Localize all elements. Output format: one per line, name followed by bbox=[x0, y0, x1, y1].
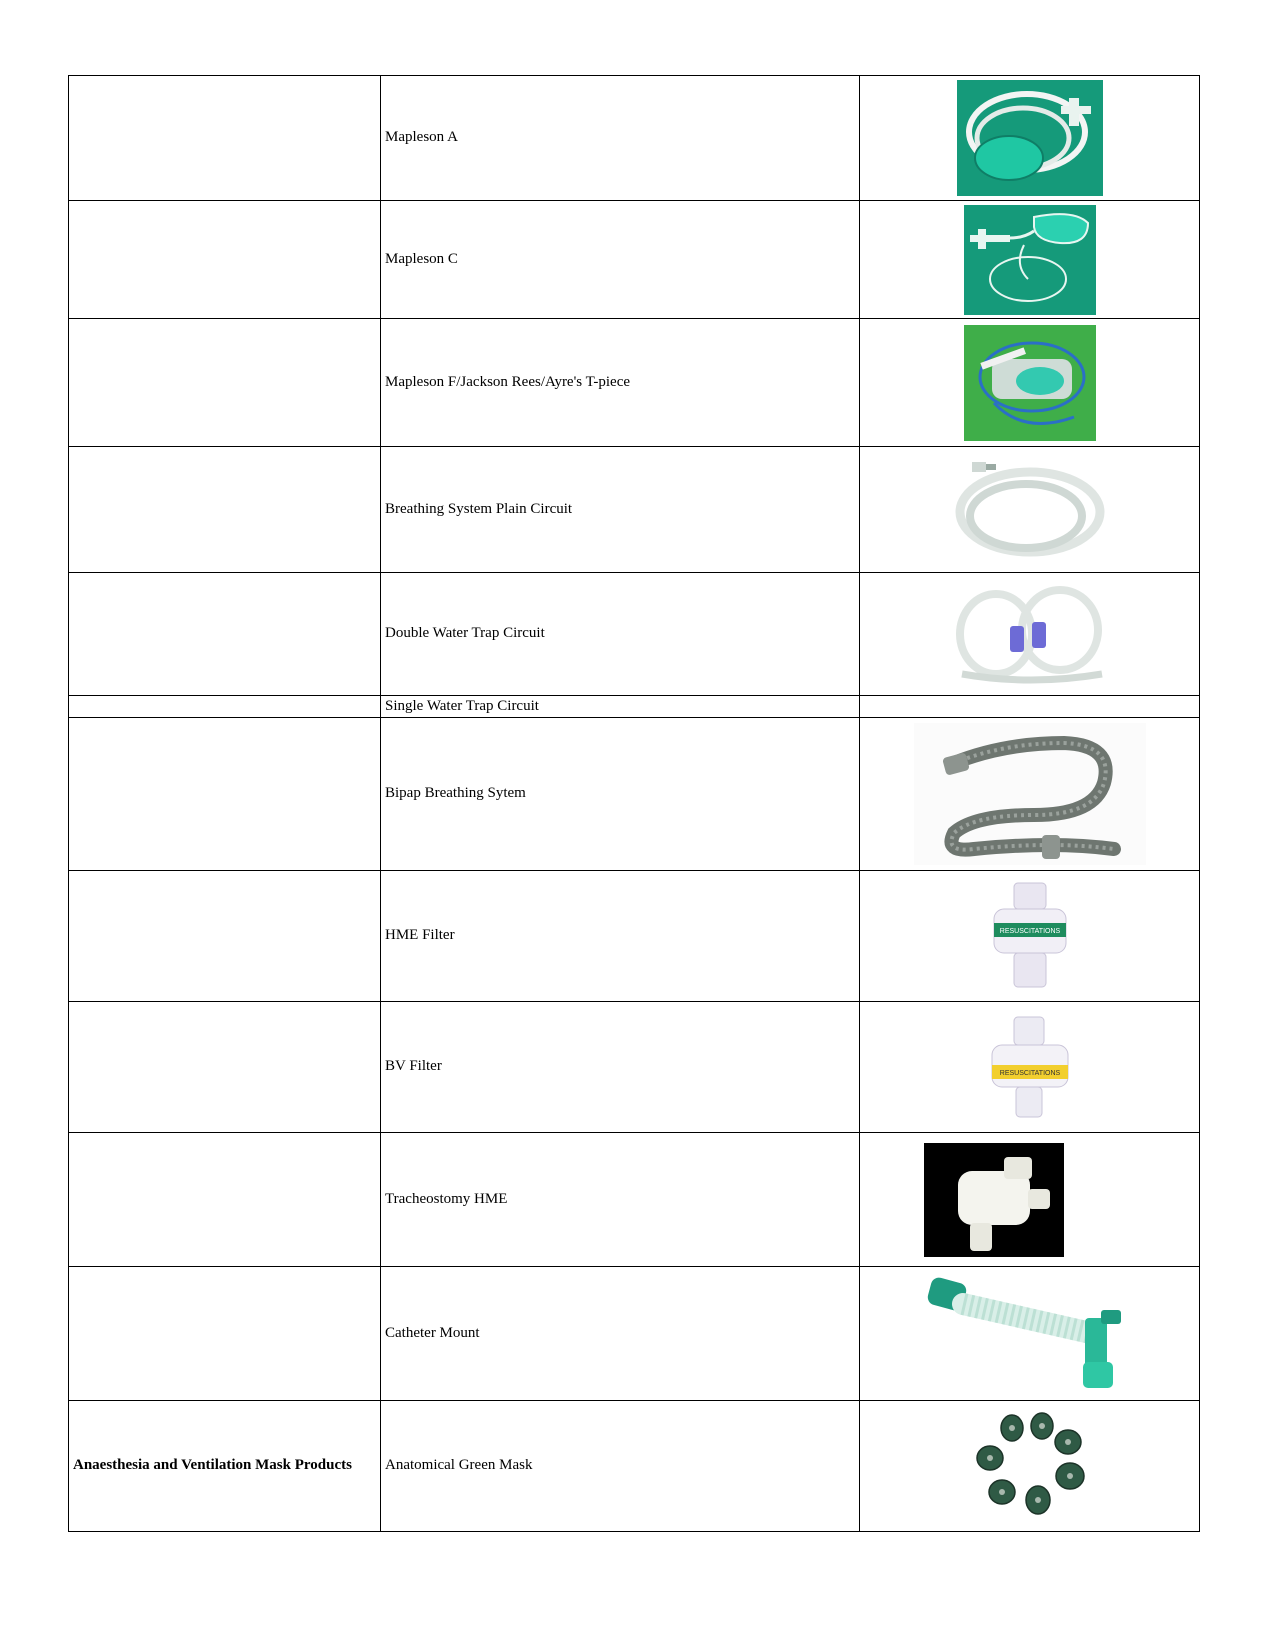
product-name: Single Water Trap Circuit bbox=[381, 696, 860, 718]
product-name: Breathing System Plain Circuit bbox=[381, 447, 860, 573]
table-row bbox=[69, 718, 1200, 871]
category-cell bbox=[69, 1133, 381, 1267]
mapleson-f-product-photo bbox=[964, 325, 1096, 441]
hme-filter-product-photo bbox=[988, 879, 1072, 993]
table-row bbox=[69, 573, 1200, 696]
category-cell bbox=[69, 1002, 381, 1133]
table-row bbox=[69, 1401, 1200, 1532]
product-name: Catheter Mount bbox=[381, 1267, 860, 1401]
table-row bbox=[69, 871, 1200, 1002]
empty-image-cell bbox=[860, 696, 1200, 718]
table-row bbox=[69, 1267, 1200, 1401]
category-cell bbox=[69, 201, 381, 319]
product-name: Tracheostomy HME bbox=[381, 1133, 860, 1267]
category-cell bbox=[69, 319, 381, 447]
mapleson-c-product-photo bbox=[964, 205, 1096, 315]
category-cell bbox=[69, 573, 381, 696]
bv-filter-label: RESUSCITATIONS bbox=[999, 1070, 1060, 1077]
table-row bbox=[69, 319, 1200, 447]
product-name: Mapleson C bbox=[381, 201, 860, 319]
category-cell bbox=[69, 76, 381, 201]
table-row bbox=[69, 447, 1200, 573]
category-cell bbox=[69, 871, 381, 1002]
plain-circuit-product-photo bbox=[952, 456, 1108, 564]
category-cell bbox=[69, 718, 381, 871]
category-cell bbox=[69, 696, 381, 718]
bipap-tube-product-photo bbox=[914, 723, 1146, 865]
mapleson-a-product-photo bbox=[957, 80, 1103, 196]
product-name: Double Water Trap Circuit bbox=[381, 573, 860, 696]
category-cell bbox=[69, 1267, 381, 1401]
table-row bbox=[69, 1002, 1200, 1133]
category-cell bbox=[69, 447, 381, 573]
product-name: Anatomical Green Mask bbox=[381, 1401, 860, 1532]
product-name: BV Filter bbox=[381, 1002, 860, 1133]
category-cell: Anaesthesia and Ventilation Mask Products bbox=[69, 1401, 381, 1532]
green-mask-product-photo bbox=[972, 1412, 1088, 1520]
product-name: Mapleson F/Jackson Rees/Ayre's T-piece bbox=[381, 319, 860, 447]
bv-filter-product-photo bbox=[988, 1015, 1072, 1119]
product-table bbox=[68, 75, 1200, 1532]
product-name: Bipap Breathing Sytem bbox=[381, 718, 860, 871]
table-row bbox=[69, 696, 1200, 718]
product-name: HME Filter bbox=[381, 871, 860, 1002]
table-row bbox=[69, 201, 1200, 319]
catheter-mount-product-photo bbox=[925, 1272, 1135, 1396]
tracheostomy-hme-product-photo bbox=[924, 1143, 1064, 1257]
table-row bbox=[69, 1133, 1200, 1267]
double-water-trap-product-photo bbox=[952, 578, 1108, 690]
table-row bbox=[69, 76, 1200, 201]
hme-filter-label: RESUSCITATIONS bbox=[999, 928, 1060, 935]
product-name: Mapleson A bbox=[381, 76, 860, 201]
